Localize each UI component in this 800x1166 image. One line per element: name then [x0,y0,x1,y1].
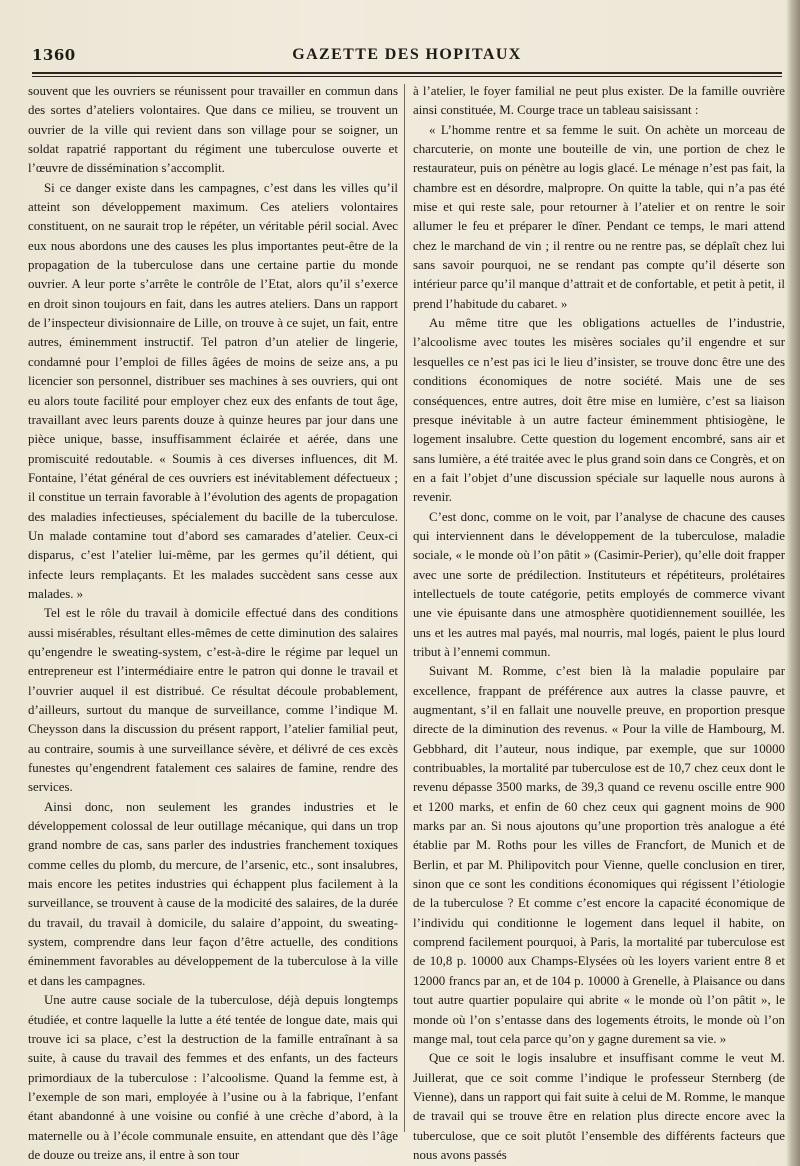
quote-paragraph: « L’homme rentre et sa femme le suit. On achète un morceau de charcuterie, on monte une bouteille de vin, une portion de chez le restaurateur, puis on pénètre au logis glacé. Le ménage n’est pas fait, la chambre est en désordre, malpropre. On quitte la table, qui n’a pas été mise et qui reste sale, pour retourner à l’atelier et on rentre le soir allumer le feu et préparer le dîner. Pendant ce temps, le mari attend chez le marchand de vin ; il rentre ou ne rentre pas, se déplaît chez lui sans savoir pourquoi, ne se rendant pas compte qu’il déserte son intérieur parce qu’il manque d’attrait et de confortable, et petit à petit, il prend l’habitude du cabaret. » [413,122,785,311]
paragraph: Suivant M. Romme, c’est bien là la maladie populaire par excellence, frappant de préférence aux autres la classe pauvre, et augmentant, s’il en fallait une nouvelle preuve, en proportion presque directe de la diminution des revenus. « Pour la ville de Hambourg, M. Gebbhard, dit l’auteur, nous indique, par exemple, que sur 10000 contribuables, la mortalité par tuberculose est de 10,7 chez ceux dont le revenu dépasse 3500 marks, de 39,3 quand ce revenu oscille entre 900 et 1200 marks, et enfin de 60 chez ceux qui gagnent moins de 900 marks par an. Si nous ajoutons qu’une proportion très analogue a été établie par M. Roths pour les villes de Francfort, de Munich et de Berlin, et par M. Philipovitch pour Vienne, quelle conclusion en tirer, sinon que ce sont les conditions économiques qui régissent l’étiologie de la tuberculose ? Et comme c’est encore la capacité économique de l’individu qui conditionne le logement dans lequel il habite, on comprend facilement pourquoi, à Paris, la mortalité par tuberculose est de 10,8 p. 10000 aux Champs-Elysées où les loyers varient entre 8 et 12000 francs par an, et de 104 p. 10000 à Grenelle, à Plaisance ou dans tout autre quartier populaire qui abrite « le monde où l’on pâtit », le monde où l’on s’entasse dans des logements étroits, le monde où l’on mange mal, tout cela parce qu’on y gagne durement sa vie. » [413,664,785,1046]
page-edge-shadow [786,0,800,1166]
left-column [28,82,398,1165]
page-header [32,44,782,70]
paragraph: Que ce soit le logis insalubre et insuffisant comme le veut M. Juillerat, que ce soit comme l’indique le professeur Sternberg (de Vienne), dans un rapport qui fait suite à celui de M. Romme, le manque de travail qui se trouve être en relation plus directe encore avec la tuberculose, que ce soit plutôt l’ensemble des différents facteurs que nous avons passés [413,1051,785,1162]
paragraph: souvent que les ouvriers se réunissent pour travailler en commun dans des sortes d’ateliers volontaires. Que dans ce milieu, se trouvent un ouvrier de la ville qui revient dans son village pour se soigner, un soldat rapatrié rapportant du régiment une tuberculose ouverte et l’œuvre de dissémination s’accomplit. [28,84,398,176]
right-column [413,82,785,1165]
paragraph: Si ce danger existe dans les campagnes, c’est dans les villes qu’il atteint son développement maximum. Ces ateliers volontaires constituent, on ne saurait trop le répéter, un véritable péril social. Avec eux nous abordons une des causes les plus importantes peut-être de la propagation de la tuberculose dans une certaine partie du monde ouvrier. A leur porte s’arrête le contrôle de l’Etat, alors qu’il s’exerce en droit sinon toujours en fait, dans les autres ateliers. Dans un rapport de l’inspecteur divisionnaire de Lille, on trouve à ce sujet, un fait, entre autres, éminemment instructif. Tel patron d’un atelier de lingerie, condamné pour l’emploi de filles âgées de moins de seize ans, a pu licencier son personnel, distribuer ses machines à ses ouvriers, qui ont eu alors toute facilité pour employer chez eux des enfants de tout âge, travaillant avec leurs parents douze à quinze heures par jour dans une pièce unique, basse, insuffisamment éclairée et aérée, dans une promiscuité redoutable. « Soumis à ces diverses influences, dit M. Fontaine, l’état général de ces ouvriers est inévitablement défectueux ; il constitue un terrain favorable à l’évolution des agents de propagation des maladies infectieuses, spécialement du bacille de la tuberculose. Un malade contamine tout d’abord ses camarades d’atelier. Ceux-ci disparus, c’est l’atelier lui-même, par les germes qu’il détient, qui infecte leurs remplaçants. Et les malades succèdent sans cesse aux malades. » [28,180,398,601]
paragraph: Ainsi donc, non seulement les grandes industries et le développement colossal de leur outillage mécanique, qui dans un trop grand nombre de cas, sans parler des industries franchement toxiques comme celles du plomb, du mercure, de l’arsenic, etc., sont insalubres, mais encore les petites industries qui échappent plus facilement à la surveillance, se trouvent à cause de la modicité des salaires, de la durée du travail, du travail à domicile, du salaire d’appoint, du sweating-system, comprendre dans leur façon d’être actuelle, des conditions éminemment favorables au développement de la tuberculose à la ville et dans les campagnes. [28,799,398,988]
journal-title: GAZETTE DES HOPITAUX [292,46,522,63]
column-divider [404,84,405,1132]
header-rule-thick [32,72,782,74]
paragraph: Tel est le rôle du travail à domicile effectué dans des conditions aussi misérables, résultant elles-mêmes de cette diminution des salaires qu’engendre le sweating-system, c’est-à-dire le régime par lequel un entrepreneur est l’intermédiaire entre le patron qui donne le travail et l’ouvrier auquel il est distribué. Ce résultat découle probablement, d’ailleurs, surtout du manque de surveillance, comme l’indique M. Cheysson dans la discussion du présent rapport, l’atelier familial peut, au contraire, soumis à une surveillance sévère, et délivré de ces excès funestes qu’engendrent fatalement ces salaires de famine, rendre des services. [28,606,398,795]
paragraph: à l’atelier, le foyer familial ne peut plus exister. De la famille ouvrière ainsi constituée, M. Courge trace un tableau saisissant : [413,84,785,118]
paragraph: Une autre cause sociale de la tuberculose, déjà depuis longtemps étudiée, et contre laquelle la lutte a été tentée de longue date, mais qui trouve ici sa place, c’est la destruction de la famille entraînant à sa suite, à cause du travail des femmes et des enfants, un des facteurs primordiaux de la tuberculose : l’alcoolisme. Quand la femme est, à l’exemple de son mari, employée à l’usine ou à la fabrique, l’enfant étant abandonné à une voisine ou confié à une crèche d’abord, à la maternelle ou à l’école communale ensuite, en attendant que dès l’âge de douze ou treize ans, il entre à son tour [28,993,398,1162]
paragraph: Au même titre que les obligations actuelles de l’industrie, l’alcoolisme avec toutes les misères sociales qu’il engendre et sur lesquelles ce n’est pas ici le lieu d’insister, se trouve donc être une des conditions économiques de notre société. Mais une de ses conséquences, entre autres, doit être mise en lumière, c’est sa liaison presque inévitable à un autre facteur éminemment phtisiogène, le logement insalubre. Cette question du logement encombré, sans air et sans lumière, a été traitée avec le plus grand soin dans ce Congrès, et on en a fait l’objet d’une discussion spéciale sur laquelle nous aurons à revenir. [413,316,785,505]
header-rule-thin [32,76,782,77]
paragraph: C’est donc, comme on le voit, par l’analyse de chacune des causes qui interviennent dans le développement de la tuberculose, maladie sociale, « le monde où l’on pâtit » (Casimir-Perier), qu’elle doit frapper avec une sorte de prédilection. Instituteurs et répétiteurs, prolétaires intellectuels de toute catégorie, petits employés de commerce vivant une vie épuisante dans une atmosphère quotidiennement souillée, les uns et les autres mal payés, mal nourris, mal logés, paient le plus lourd tribut à l’ennemi commun. [413,509,785,659]
page-number: 1360 [32,46,76,64]
